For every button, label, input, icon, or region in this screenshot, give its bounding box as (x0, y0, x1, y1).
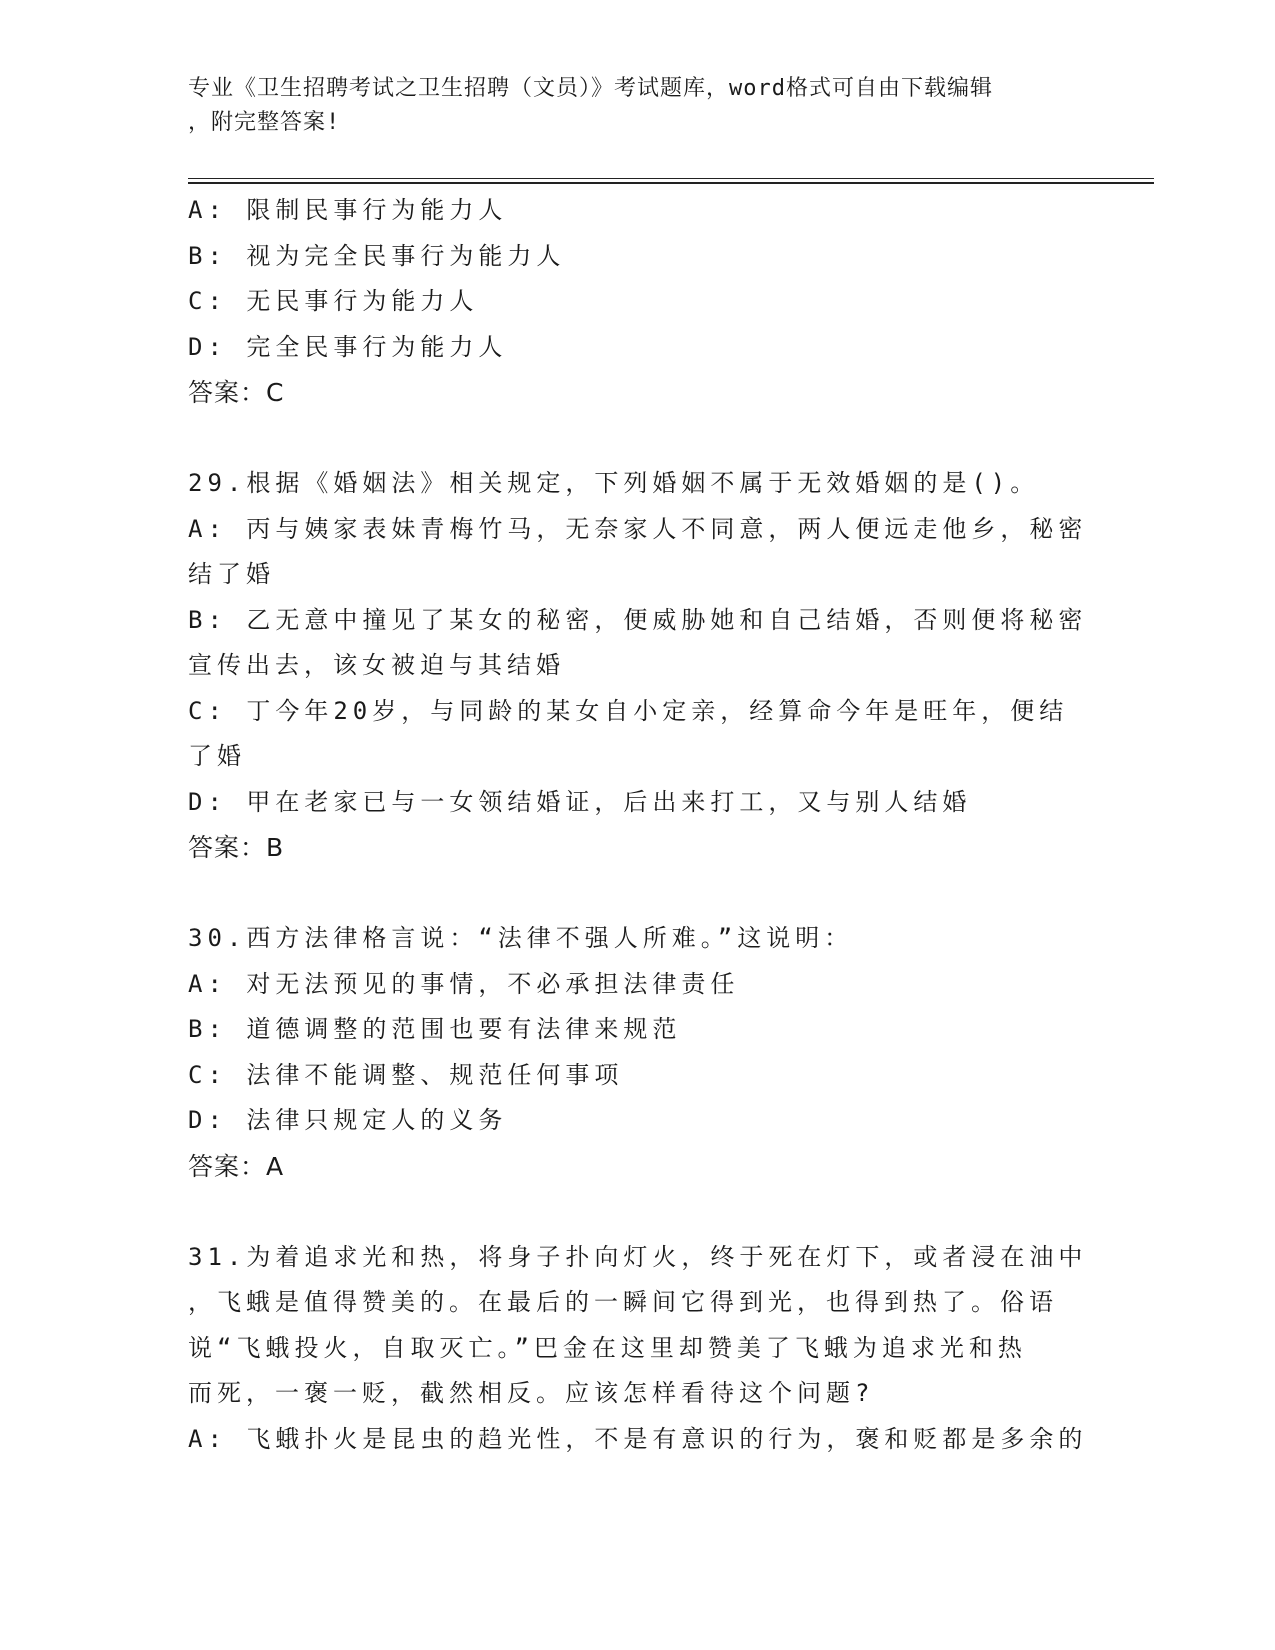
question-stem-continued: 说“飞蛾投火，自取灭亡。”巴金在这里却赞美了飞蛾为追求光和热 (188, 1333, 1027, 1362)
question-stem: 31.为着追求光和热，将身子扑向灯火，终于死在灯下，或者浸在油中 (188, 1242, 1088, 1271)
spacer (188, 1189, 1088, 1235)
option-b: B: 视为完全民事行为能力人 (188, 241, 566, 270)
document-header (188, 72, 1088, 140)
option-b: B: 道德调整的范围也要有法律来规范 (188, 1015, 682, 1043)
question-stem: 30.西方法律格言说：“法律不强人所难。”这说明： (188, 924, 854, 952)
option-a: A: 飞蛾扑火是昆虫的趋光性，不是有意识的行为，褒和贬都是多余的 (188, 1424, 1088, 1453)
option-d: D: 法律只规定人的义务 (188, 1106, 508, 1134)
answer: 答案：B (188, 833, 285, 862)
question-30 (188, 916, 1088, 1189)
option-b-continued: 宣传出去，该女被迫与其结婚 (188, 651, 565, 679)
option-c: C: 法律不能调整、规范任何事项 (188, 1060, 624, 1089)
question-stem-continued: 而死，一褒一贬，截然相反。应该怎样看待这个问题? (188, 1379, 875, 1407)
header-rule-thin (188, 178, 1154, 179)
header-line-2: ，附完整答案! (188, 110, 341, 135)
option-c-continued: 了婚 (188, 742, 246, 770)
header-rule-thick (188, 182, 1154, 184)
question-29 (188, 461, 1088, 871)
question-stem: 29.根据《婚姻法》相关规定，下列婚姻不属于无效婚姻的是()。 (188, 469, 1040, 497)
option-d: D: 甲在老家已与一女领结婚证，后出来打工，又与别人结婚 (188, 787, 972, 816)
option-a: A: 限制民事行为能力人 (188, 196, 508, 224)
option-a-continued: 结了婚 (188, 560, 275, 588)
question-31 (188, 1235, 1088, 1463)
answer: 答案：C (188, 378, 285, 407)
question-28-tail (188, 188, 1088, 416)
question-stem-continued: ，飞蛾是值得赞美的。在最后的一瞬间它得到光，也得到热了。俗语 (188, 1288, 1058, 1316)
option-a: A: 丙与姨家表妹青梅竹马，无奈家人不同意，两人便远走他乡，秘密 (188, 514, 1088, 543)
question-list (188, 188, 1088, 1462)
option-c: C: 丁今年20岁，与同龄的某女自小定亲，经算命今年是旺年，便结 (188, 696, 1069, 725)
option-a: A: 对无法预见的事情，不必承担法律责任 (188, 969, 740, 998)
answer: 答案：A (188, 1151, 285, 1181)
option-c: C: 无民事行为能力人 (188, 287, 479, 315)
option-b: B: 乙无意中撞见了某女的秘密，便威胁她和自己结婚，否则便将秘密 (188, 605, 1088, 634)
spacer (188, 871, 1088, 917)
option-d: D: 完全民事行为能力人 (188, 332, 508, 361)
header-line-1: 专业《卫生招聘考试之卫生招聘（文员）》考试题库，word格式可自由下载编辑 (188, 76, 993, 101)
spacer (188, 416, 1088, 462)
